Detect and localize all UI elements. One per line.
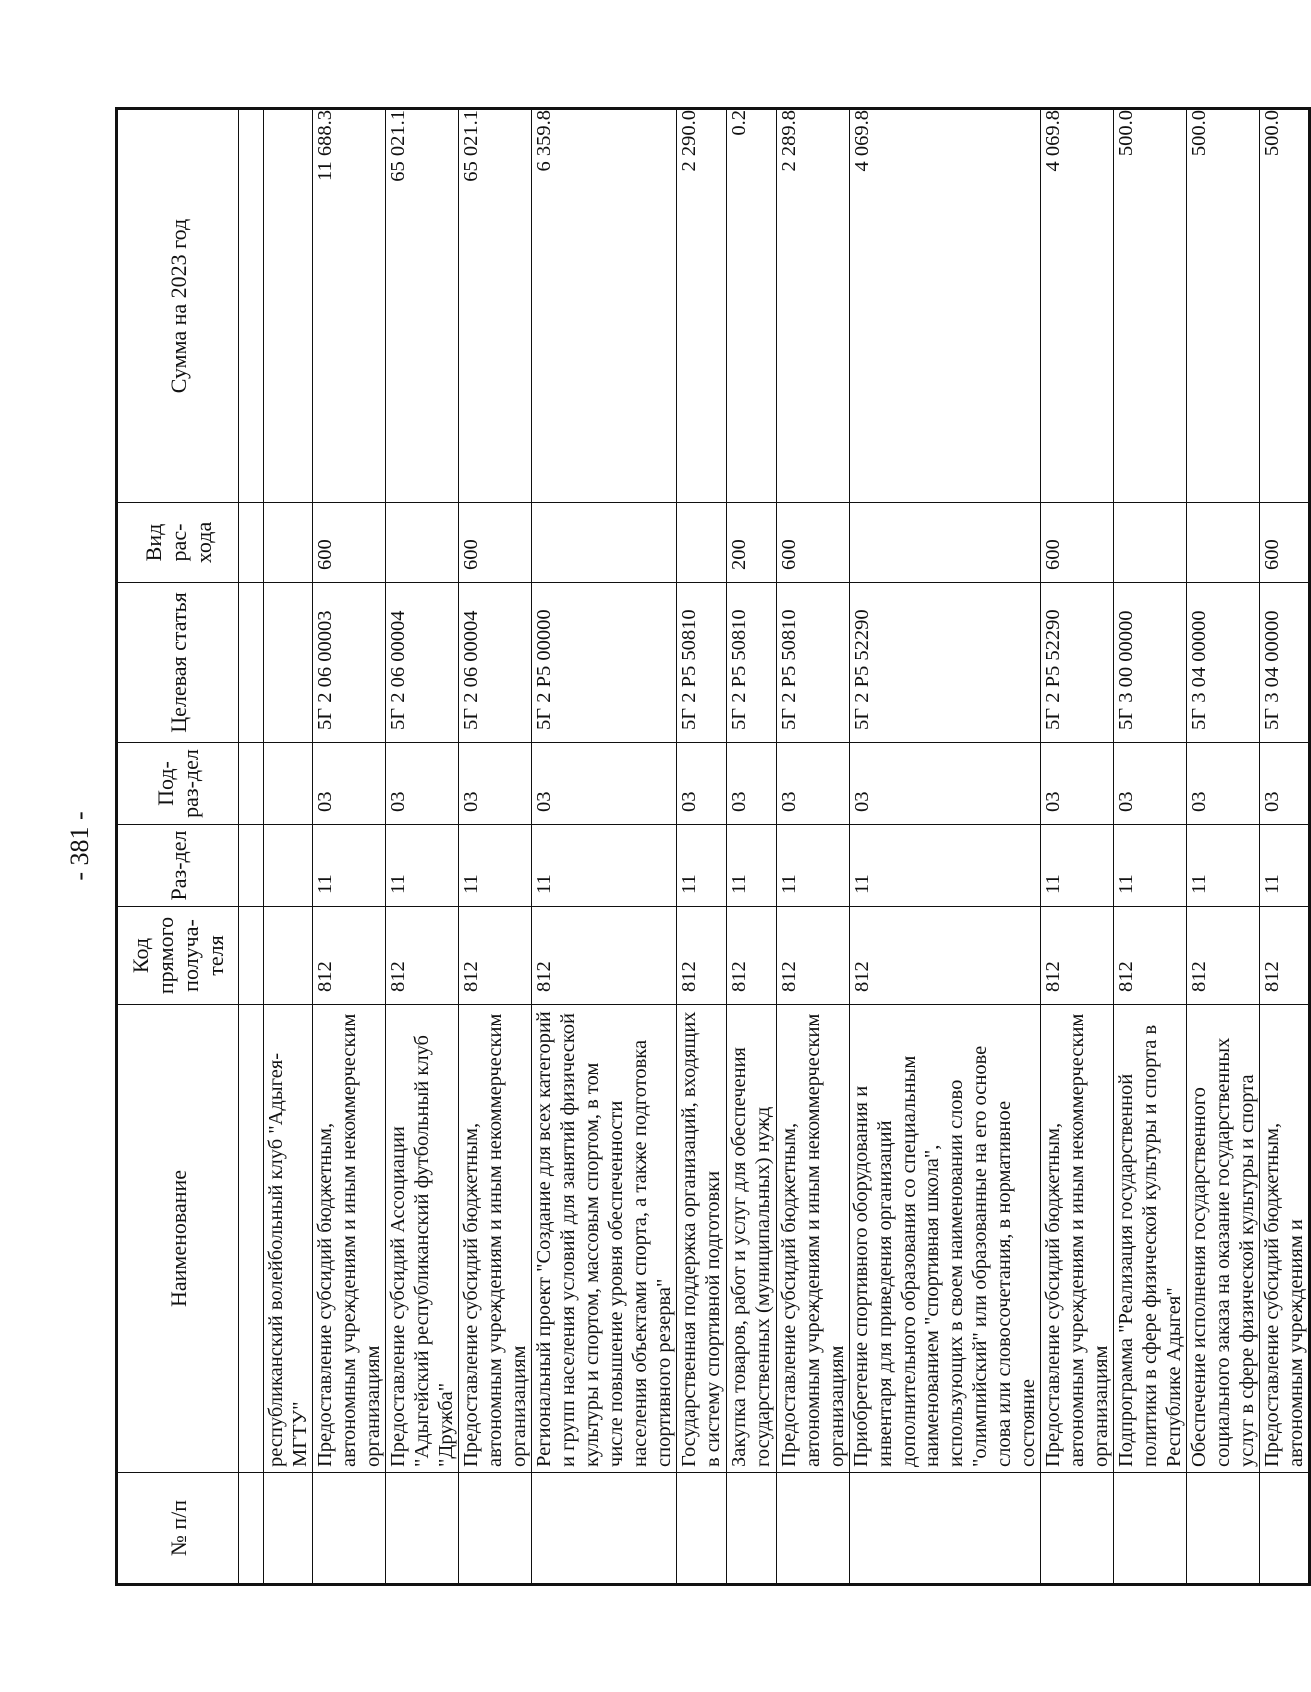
cell-num — [677, 1473, 727, 1585]
cell-sum: 65 021.1 — [459, 109, 532, 503]
cell-article: 5Г 3 04 00000 — [1260, 583, 1310, 743]
cell-num — [1114, 1473, 1187, 1585]
cell-subsection: 03 — [313, 743, 386, 825]
cell-expense-type — [386, 503, 459, 583]
header-subsection: Под-раз-дел — [117, 743, 239, 825]
cell-code: 812 — [1260, 907, 1310, 1005]
cell-sum: 11 688.3 — [313, 109, 386, 503]
cell-section: 11 — [386, 825, 459, 907]
cell-section: 11 — [1187, 825, 1260, 907]
cell-article: 5Г 2 P5 00000 — [532, 583, 677, 743]
cell-expense-type: 600 — [459, 503, 532, 583]
cell-subsection — [264, 743, 313, 825]
cell-section: 11 — [777, 825, 850, 907]
cell-num — [777, 1473, 850, 1585]
cell-article — [239, 583, 264, 743]
cell-section: 11 — [727, 825, 777, 907]
table-row — [239, 109, 264, 1585]
cell-name: Предоставление субсидий бюджетным, автономным учреждениям и — [1260, 1005, 1310, 1473]
cell-section: 11 — [1260, 825, 1310, 907]
rotated-page-content — [115, 110, 1308, 1586]
cell-expense-type: 600 — [1260, 503, 1310, 583]
budget-table — [115, 107, 1311, 1586]
cell-sum: 500.0 — [1260, 109, 1310, 503]
header-name: Наименование — [117, 1005, 239, 1473]
cell-code: 812 — [459, 907, 532, 1005]
cell-name: Региональный проект "Создание для всех категорий и групп населения условий для занятий физической культуры и спортом, массовым спортом, в том числе повышение уровня обеспеченности населения объектами спорта, а также подготовка спортивного резерва" — [532, 1005, 677, 1473]
table-row — [532, 109, 677, 1585]
cell-expense-type — [532, 503, 677, 583]
cell-expense-type: 200 — [727, 503, 777, 583]
cell-expense-type — [264, 503, 313, 583]
cell-num — [532, 1473, 677, 1585]
cell-article: 5Г 3 04 00000 — [1187, 583, 1260, 743]
cell-name: Подпрограмма "Реализация государственной политики в сфере физической культуры и спорта в Республике Адыгея" — [1114, 1005, 1187, 1473]
table-row — [386, 109, 459, 1585]
cell-sum: 500.0 — [1114, 109, 1187, 503]
cell-article: 5Г 2 06 00004 — [386, 583, 459, 743]
cell-name: Обеспечение исполнения государственного социального заказа на оказание государственных услуг в сфере физической культуры и спорта — [1187, 1005, 1260, 1473]
table-row — [1041, 109, 1114, 1585]
header-sum: Сумма на 2023 год — [117, 109, 239, 503]
table-row — [313, 109, 386, 1585]
cell-article: 5Г 3 00 00000 — [1114, 583, 1187, 743]
table-row — [1114, 109, 1187, 1585]
cell-num — [386, 1473, 459, 1585]
cell-name: Закупка товаров, работ и услуг для обеспечения государственных (муниципальных) нужд — [727, 1005, 777, 1473]
cell-code: 812 — [1187, 907, 1260, 1005]
cell-num — [239, 1473, 264, 1585]
cell-sum: 65 021.1 — [386, 109, 459, 503]
cell-subsection: 03 — [850, 743, 1041, 825]
cell-code: 812 — [677, 907, 727, 1005]
cell-name: Приобретение спортивного оборудования и инвентаря для приведения организаций дополнительного образования со специальным наименованием "спортивная школа", использующих в своем наименовании слово "олимпийский" или образованные на его основе слова или словосочетания, в нормативное состояние — [850, 1005, 1041, 1473]
cell-code: 812 — [1041, 907, 1114, 1005]
cell-section: 11 — [532, 825, 677, 907]
cell-expense-type: 600 — [313, 503, 386, 583]
cell-expense-type — [677, 503, 727, 583]
cell-article: 5Г 2 P5 50810 — [727, 583, 777, 743]
cell-num — [1041, 1473, 1114, 1585]
cell-expense-type — [850, 503, 1041, 583]
cell-subsection: 03 — [532, 743, 677, 825]
cell-article: 5Г 2 P5 50810 — [677, 583, 727, 743]
table-row — [459, 109, 532, 1585]
cell-sum: 4 069.8 — [1041, 109, 1114, 503]
cell-article: 5Г 2 P5 50810 — [777, 583, 850, 743]
cell-section — [239, 825, 264, 907]
cell-num — [850, 1473, 1041, 1585]
cell-article: 5Г 2 P5 52290 — [850, 583, 1041, 743]
cell-code: 812 — [1114, 907, 1187, 1005]
cell-subsection: 03 — [1187, 743, 1260, 825]
table-row — [777, 109, 850, 1585]
cell-sum — [264, 109, 313, 503]
cell-code — [264, 907, 313, 1005]
cell-section: 11 — [850, 825, 1041, 907]
cell-code: 812 — [727, 907, 777, 1005]
cell-article — [264, 583, 313, 743]
table-row — [677, 109, 727, 1585]
cell-name: Предоставление субсидий бюджетным, автономным учреждениям и иным некоммерческим организациям — [1041, 1005, 1114, 1473]
cell-name: Государственная поддержка организаций, входящих в систему спортивной подготовки — [677, 1005, 727, 1473]
cell-subsection — [239, 743, 264, 825]
cell-num — [264, 1473, 313, 1585]
cell-code — [239, 907, 264, 1005]
cell-subsection: 03 — [1041, 743, 1114, 825]
cell-article: 5Г 2 06 00004 — [459, 583, 532, 743]
cell-sum: 2 289.8 — [777, 109, 850, 503]
cell-article: 5Г 2 06 00003 — [313, 583, 386, 743]
cell-expense-type: 600 — [1041, 503, 1114, 583]
cell-subsection: 03 — [727, 743, 777, 825]
cell-num — [459, 1473, 532, 1585]
cell-section: 11 — [1041, 825, 1114, 907]
cell-section — [264, 825, 313, 907]
table-row — [264, 109, 313, 1585]
cell-section: 11 — [1114, 825, 1187, 907]
table-header-row — [117, 109, 239, 1585]
cell-expense-type — [1114, 503, 1187, 583]
cell-code: 812 — [313, 907, 386, 1005]
table-row — [727, 109, 777, 1585]
cell-expense-type — [239, 503, 264, 583]
cell-subsection: 03 — [677, 743, 727, 825]
cell-name — [239, 1005, 264, 1473]
header-expense-type: Вид рас-хода — [117, 503, 239, 583]
cell-sum: 6 359.8 — [532, 109, 677, 503]
cell-num — [313, 1473, 386, 1585]
cell-subsection: 03 — [1114, 743, 1187, 825]
cell-subsection: 03 — [459, 743, 532, 825]
cell-code: 812 — [850, 907, 1041, 1005]
cell-num — [1187, 1473, 1260, 1585]
header-article: Целевая статья — [117, 583, 239, 743]
cell-sum — [239, 109, 264, 503]
cell-article: 5Г 2 P5 52290 — [1041, 583, 1114, 743]
cell-code: 812 — [386, 907, 459, 1005]
header-section: Раз-дел — [117, 825, 239, 907]
cell-subsection: 03 — [777, 743, 850, 825]
cell-num — [727, 1473, 777, 1585]
cell-name: Предоставление субсидий Ассоциации "Адыгейский республиканский футбольный клуб "Дружба" — [386, 1005, 459, 1473]
cell-sum: 500.0 — [1187, 109, 1260, 503]
cell-code: 812 — [777, 907, 850, 1005]
cell-num — [1260, 1473, 1310, 1585]
cell-section: 11 — [313, 825, 386, 907]
cell-subsection: 03 — [386, 743, 459, 825]
cell-sum: 4 069.8 — [850, 109, 1041, 503]
cell-section: 11 — [459, 825, 532, 907]
header-num: № п/п — [117, 1473, 239, 1585]
cell-expense-type — [1187, 503, 1260, 583]
cell-name: республиканский волейбольный клуб "Адыгея-МГТУ" — [264, 1005, 313, 1473]
cell-name: Предоставление субсидий бюджетным, автономным учреждениям и иным некоммерческим организациям — [313, 1005, 386, 1473]
table-row — [850, 109, 1041, 1585]
cell-section: 11 — [677, 825, 727, 907]
cell-subsection: 03 — [1260, 743, 1310, 825]
cell-name: Предоставление субсидий бюджетным, автономным учреждениям и иным некоммерческим организациям — [777, 1005, 850, 1473]
cell-expense-type: 600 — [777, 503, 850, 583]
table-row — [1187, 109, 1260, 1585]
cell-name: Предоставление субсидий бюджетным, автономным учреждениям и иным некоммерческим организациям — [459, 1005, 532, 1473]
header-code: Код прямого получа-теля — [117, 907, 239, 1005]
cell-sum: 0.2 — [727, 109, 777, 503]
cell-code: 812 — [532, 907, 677, 1005]
cell-sum: 2 290.0 — [677, 109, 727, 503]
table-row — [1260, 109, 1310, 1585]
page-number: - 381 - — [65, 811, 94, 881]
